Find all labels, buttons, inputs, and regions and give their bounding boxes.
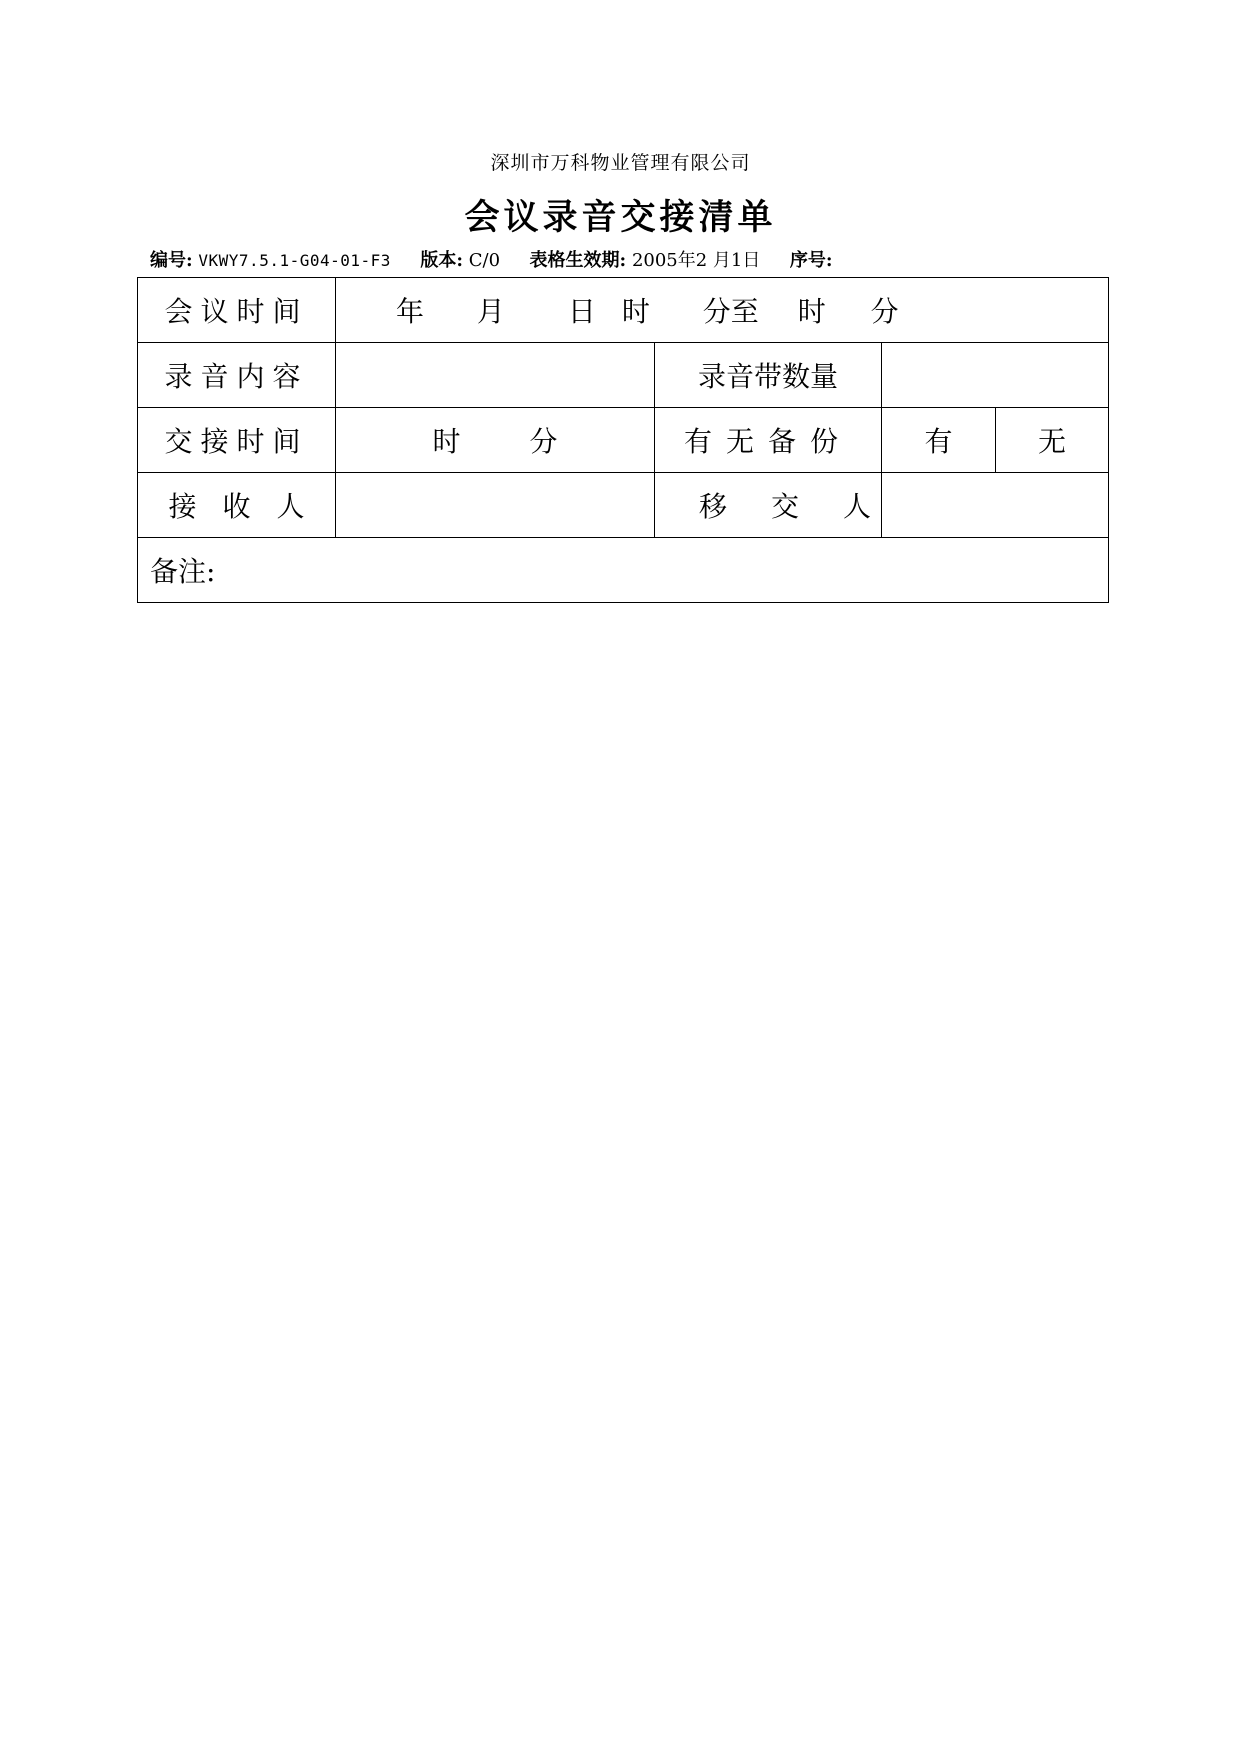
meeting-month-unit: 月 [476, 295, 505, 328]
backup-yes-option[interactable]: 有 [882, 408, 996, 473]
version-label: 版本: [420, 250, 464, 271]
meeting-end-hour-unit: 时 [797, 295, 826, 328]
table-row [138, 343, 1109, 408]
code-value: VKWY7.5.1-G04-01-F3 [198, 251, 391, 270]
recording-content-label: 录音内容 [138, 343, 336, 408]
handover-time-label: 交接时间 [138, 408, 336, 473]
document-title: 会议录音交接清单 [464, 197, 777, 238]
handover-person-label: 移交人 [655, 473, 882, 538]
table-row [138, 408, 1109, 473]
backup-no-option[interactable]: 无 [996, 408, 1109, 473]
meeting-minute-to-unit: 分至 [702, 295, 759, 328]
remarks-field[interactable] [138, 538, 1109, 603]
meeting-end-minute-unit: 分 [870, 295, 899, 328]
table-row [138, 538, 1109, 603]
serial-label: 序号: [789, 250, 833, 271]
version-value: C/0 [468, 250, 501, 271]
meeting-day-hour-unit: 日时 [567, 295, 676, 328]
handover-time-field[interactable] [336, 408, 655, 473]
remarks-label: 备注: [150, 555, 216, 588]
meeting-time-label: 会议时间 [138, 278, 336, 343]
form-meta-line [150, 246, 833, 272]
company-name: 深圳市万科物业管理有限公司 [490, 152, 751, 174]
meeting-year-unit: 年 [396, 295, 425, 328]
effective-date-label: 表格生效期: [529, 250, 627, 271]
tape-count-field[interactable] [882, 343, 1109, 408]
code-label: 编号: [150, 250, 193, 271]
receiver-field[interactable] [336, 473, 655, 538]
handover-minute-unit: 分 [529, 425, 558, 458]
handover-hour-unit: 时 [432, 425, 461, 458]
table-row [138, 278, 1109, 343]
table-row [138, 473, 1109, 538]
recording-content-field[interactable] [336, 343, 655, 408]
effective-date-value: 2005年2 月1日 [631, 250, 761, 271]
handover-form-table [137, 277, 1109, 603]
meeting-time-field[interactable] [336, 278, 1109, 343]
handover-person-field[interactable] [882, 473, 1109, 538]
tape-count-label: 录音带数量 [655, 343, 882, 408]
backup-label: 有无备份 [655, 408, 882, 473]
receiver-label: 接收人 [138, 473, 336, 538]
